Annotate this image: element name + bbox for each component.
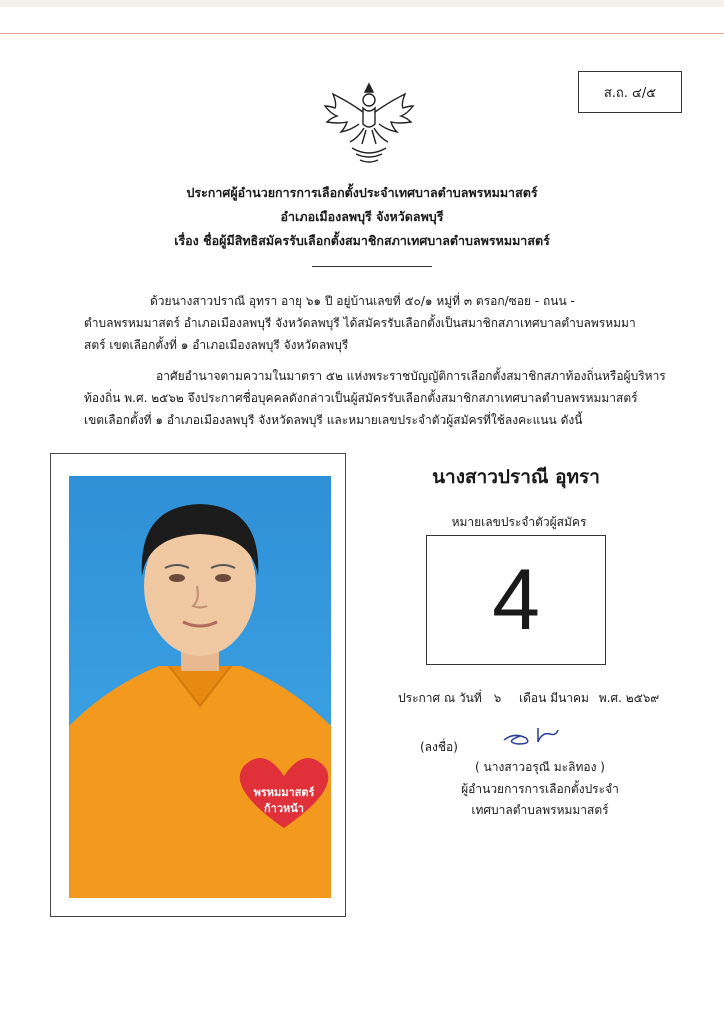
paragraph-1-line: ด้วยนางสาวปราณี อุทรา อายุ ๖๑ ปี อยู่บ้านเลขที่ ๕๐/๑ หมู่ที่ ๓ ตรอก/ซอย - ถนน - <box>150 294 575 308</box>
candidate-portrait <box>69 476 331 898</box>
announcement-month-prefix: เดือน <box>519 691 547 705</box>
candidate-number-box <box>426 535 606 665</box>
paragraph-1 <box>84 290 670 356</box>
signer-name: ( นางสาวอรุณี มะลิทอง ) <box>475 760 605 774</box>
paragraph-2-line: ท้องถิ่น พ.ศ. ๒๕๖๒ จึงประกาศชื่อบุคคลดังกล่าวเป็นผู้สมัครรับเลือกตั้งสมาชิกสภาเทศบาลตำบลพรหมมาสตร์ <box>84 391 638 405</box>
form-code-text: ส.ถ. ๔/๕ <box>603 85 657 101</box>
signature-label: (ลงชื่อ) <box>420 740 458 754</box>
header-line-3: เรื่อง ชื่อผู้มีสิทธิสมัครรับเลือกตั้งสมาชิกสภาเทศบาลตำบลพรหมมาสตร์ <box>174 233 550 248</box>
header-line-2: อำเภอเมืองลพบุรี จังหวัดลพบุรี <box>280 209 444 224</box>
header-divider <box>312 266 432 267</box>
signature-mark <box>498 724 588 750</box>
announcement-prefix: ประกาศ ณ วันที่ <box>398 691 482 705</box>
shirt-badge-line-2: ก้าวหน้า <box>264 802 304 815</box>
announcement-year-prefix: พ.ศ. <box>598 691 622 705</box>
header-line-1: ประกาศผู้อำนวยการการเลือกตั้งประจำเทศบาลตำบลพรหมมาสตร์ <box>186 185 538 200</box>
announcement-month: มีนาคม <box>550 691 589 705</box>
page-top-rule <box>0 33 724 34</box>
candidate-photo <box>69 476 331 898</box>
candidate-photo-frame <box>50 453 346 917</box>
announcement-day: ๖ <box>493 691 502 705</box>
signer-title-line-1: ผู้อำนวยการการเลือกตั้งประจำ <box>461 782 619 796</box>
candidate-number: 4 <box>492 551 540 648</box>
announcement-date <box>398 689 659 708</box>
form-code-box <box>578 71 682 113</box>
candidate-number-label: หมายเลขประจำตัวผู้สมัคร <box>451 515 587 529</box>
candidate-name: นางสาวปราณี อุทรา <box>432 466 600 488</box>
signer-title-line-2: เทศบาลตำบลพรหมมาสตร์ <box>471 803 609 817</box>
paragraph-1-line: สตร์ เขตเลือกตั้งที่ ๑ อำเภอเมืองลพบุรี จังหวัดลพบุรี <box>84 338 349 352</box>
shirt-badge-line-1: พรหมมาสตร์ <box>253 786 315 799</box>
paragraph-2-line: เขตเลือกตั้งที่ ๑ อำเภอเมืองลพบุรี จังหวัดลพบุรี และหมายเลขประจำตัวผู้สมัครที่ใช้ลงคะแนน ดังนี้ <box>84 413 583 427</box>
garuda-emblem-icon <box>322 78 416 170</box>
announcement-year: ๒๕๖๙ <box>625 691 660 705</box>
paragraph-2-line: อาศัยอำนาจตามความในมาตรา ๕๒ แห่งพระราชบัญญัติการเลือกตั้งสมาชิกสภาท้องถิ่นหรือผู้บริหาร <box>156 369 666 383</box>
paragraph-2 <box>84 365 670 431</box>
page-top-strip <box>0 0 724 7</box>
paragraph-1-line: ตำบลพรหมมาสตร์ อำเภอเมืองลพบุรี จังหวัดลพบุรี ได้สมัครรับเลือกตั้งเป็นสมาชิกสภาเทศบาลตำบลพรหมมา <box>84 316 636 330</box>
